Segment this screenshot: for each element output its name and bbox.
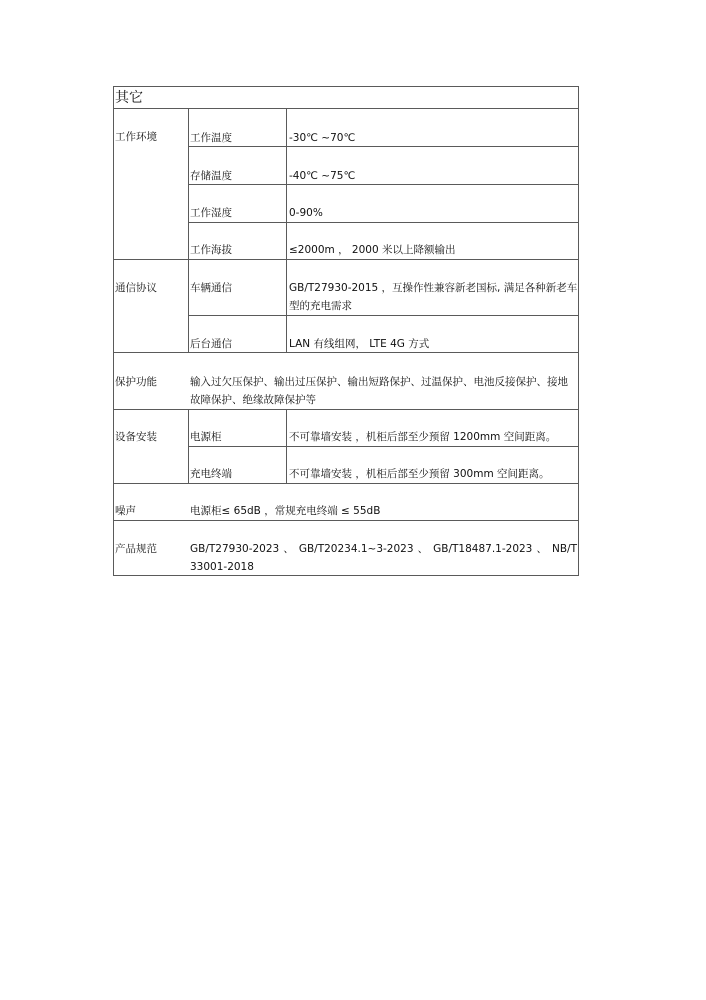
spec-table	[113, 86, 579, 576]
border-right	[578, 86, 579, 576]
label-humidity: 工作湿度	[190, 207, 232, 219]
label-vehicle-comm: 车辆通信	[190, 282, 232, 294]
border-left	[113, 86, 114, 576]
label-work-temp: 工作温度	[190, 132, 232, 144]
border-label-install	[286, 409, 287, 483]
value-charging-terminal: 不可靠墙安装 ，机柜后部至少预留 300mm 空间距离。	[289, 468, 550, 480]
border-cat-install	[188, 409, 189, 483]
border-env-bottom	[113, 259, 579, 260]
category-protect: 保护功能	[115, 376, 157, 388]
label-power-cabinet: 电源柜	[190, 431, 222, 443]
value-power-cabinet: 不可靠墙安装 ，机柜后部至少预留 1200mm 空间距离。	[289, 431, 557, 443]
label-charging-terminal: 充电终端	[190, 468, 232, 480]
section-title: 其它	[115, 90, 143, 106]
category-env: 工作环境	[115, 131, 157, 143]
value-protect-line1: 输入过欠压保护、输出过压保护、输出短路保护、过温保护、电池反接保护、接地	[190, 376, 568, 388]
category-noise: 噪声	[115, 505, 136, 517]
border-top	[113, 86, 579, 87]
value-vehicle-comm-line2: 型的充电需求	[289, 300, 352, 312]
border-label-env	[286, 108, 287, 352]
border-env-3	[188, 222, 579, 223]
value-standard-line1: GB/T27930-2023 、 GB/T20234.1~3-2023 、 GB/T18487.1-2023 、 NB/T	[190, 543, 577, 555]
category-comm: 通信协议	[115, 282, 157, 294]
border-env-1	[188, 146, 579, 147]
category-standard: 产品规范	[115, 543, 157, 555]
value-humidity: 0-90%	[289, 207, 323, 219]
label-altitude: 工作海拔	[190, 244, 232, 256]
label-storage-temp: 存储温度	[190, 170, 232, 182]
border-install-1	[188, 446, 579, 447]
value-noise: 电源柜≤ 65dB ，常规充电终端 ≤ 55dB	[190, 505, 381, 517]
value-altitude: ≤2000m ， 2000 米以上降额输出	[289, 244, 456, 256]
value-work-temp: -30℃ ~70℃	[289, 132, 356, 144]
border-noise-bottom	[113, 520, 579, 521]
value-storage-temp: -40℃ ~75℃	[289, 170, 356, 182]
value-vehicle-comm-line1: GB/T27930-2015 ，互操作性兼容新老国标, 满足各种新老车	[289, 282, 578, 294]
label-backend-comm: 后台通信	[190, 338, 232, 350]
value-standard-line2: 33001-2018	[190, 561, 254, 573]
value-backend-comm: LAN 有线组网， LTE 4G 方式	[289, 338, 430, 350]
border-cat-env	[188, 108, 189, 352]
border-install-bottom	[113, 483, 579, 484]
border-bottom	[113, 575, 579, 576]
category-install: 设备安装	[115, 431, 157, 443]
value-protect-line2: 故障保护、绝缘故障保护等	[190, 394, 316, 406]
border-comm-1	[188, 315, 579, 316]
border-env-2	[188, 184, 579, 185]
border-title-bottom	[113, 108, 579, 109]
border-protect-bottom	[113, 409, 579, 410]
